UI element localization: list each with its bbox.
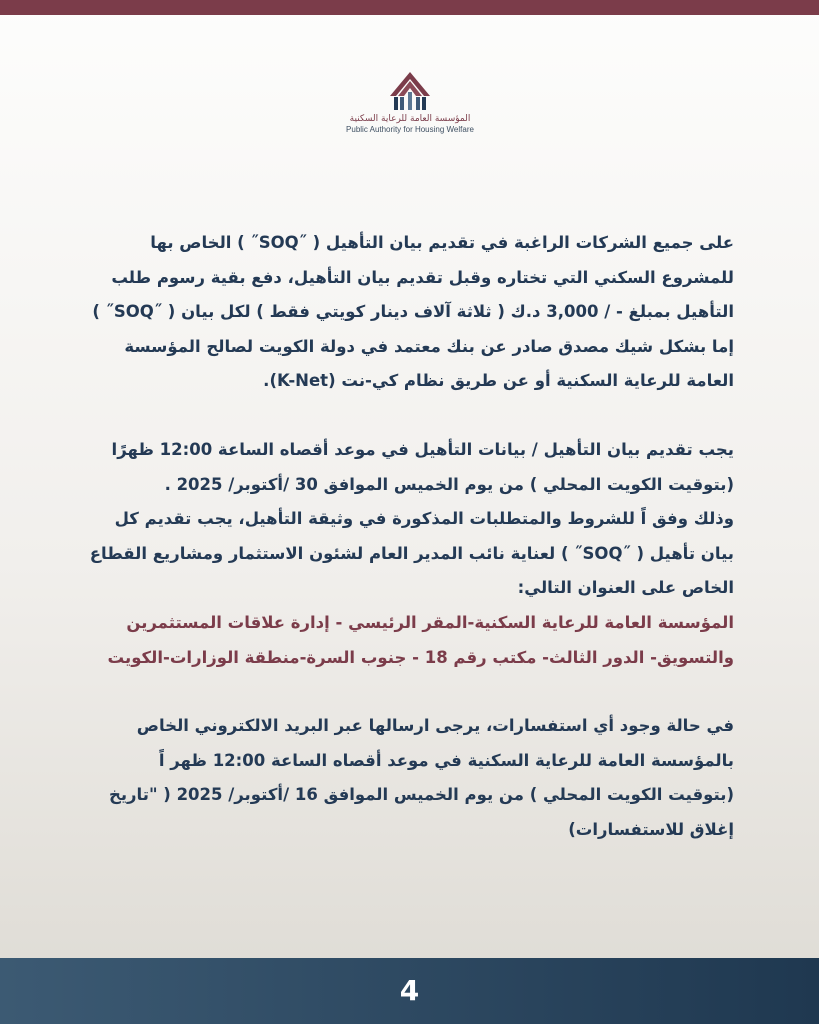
text-line: بالمؤسسة العامة للرعاية السكنية في موعد أقصاه الساعة 12:00 ظهر اً [158, 750, 734, 770]
text-line: العامة للرعاية السكنية أو عن طريق نظام كي-نت (K-Net). [263, 371, 734, 391]
text-line: (بتوقيت الكويت المحلي ) من يوم الخميس الموافق 16 /أكتوبر/ 2025 ( "تاريخ [108, 785, 734, 805]
logo-text-arabic: المؤسسة العامة للرعاية السكنية [349, 114, 471, 124]
text-line: وذلك وفق اً للشروط والمتطلبات المذكورة في وثيقة التأهيل، يجب تقديم كل [114, 509, 734, 529]
text-line: بيان تأهيل ( ˝SOQ˝ ) لعناية نائب المدير العام لشئون الاستثمار ومشاريع القطاع [89, 543, 734, 563]
text-line: على جميع الشركات الراغبة في تقديم بيان التأهيل ( ˝SOQ˝ ) الخاص بها [150, 233, 734, 252]
text-line: إما بشكل شيك مصدق صادر عن بنك معتمد في دولة الكويت لصالح المؤسسة [124, 336, 734, 356]
address-line: المؤسسة العامة للرعاية السكنية-المقر الرئيسي - إدارة علاقات المستثمرين [126, 612, 734, 632]
authority-logo [320, 72, 500, 148]
text-line: (بتوقيت الكويت المحلي ) من يوم الخميس الموافق 30 /أكتوبر/ 2025 . [164, 474, 734, 494]
address-line: والتسويق- الدور الثالث- مكتب رقم 18 - جنوب السرة-منطقة الوزارات-الكويت [107, 647, 734, 667]
footer-bar [0, 958, 819, 1024]
text-line: يجب تقديم بيان التأهيل / بيانات التأهيل في موعد أقصاه الساعة 12:00 ظهرًا [111, 439, 734, 459]
text-line: للمشروع السكني التي تختاره وقبل تقديم بيان التأهيل، دفع بقية رسوم طلب [111, 267, 734, 287]
paragraph-inquiries [74, 709, 734, 847]
text-line: في حالة وجود أي استفسارات، يرجى ارسالها عبر البريد الالكتروني الخاص [136, 716, 734, 736]
paragraph-fees [74, 226, 734, 399]
page-number: 4 [399, 974, 420, 1007]
logo-text-english: Public Authority for Housing Welfare [346, 125, 474, 134]
housing-authority-emblem-icon [388, 72, 432, 110]
text-line: إغلاق للاستفسارات) [568, 819, 734, 839]
top-bar [0, 0, 819, 15]
text-line: التأهيل بمبلغ - / 3,000 د.ك ( ثلاثة آلاف دينار كويتي فقط ) لكل بيان ( ˝SOQ˝ ) [92, 302, 734, 322]
text-line: الخاص على العنوان التالي: [517, 578, 734, 598]
announcement-body [74, 226, 734, 848]
paragraph-submission [74, 433, 734, 675]
